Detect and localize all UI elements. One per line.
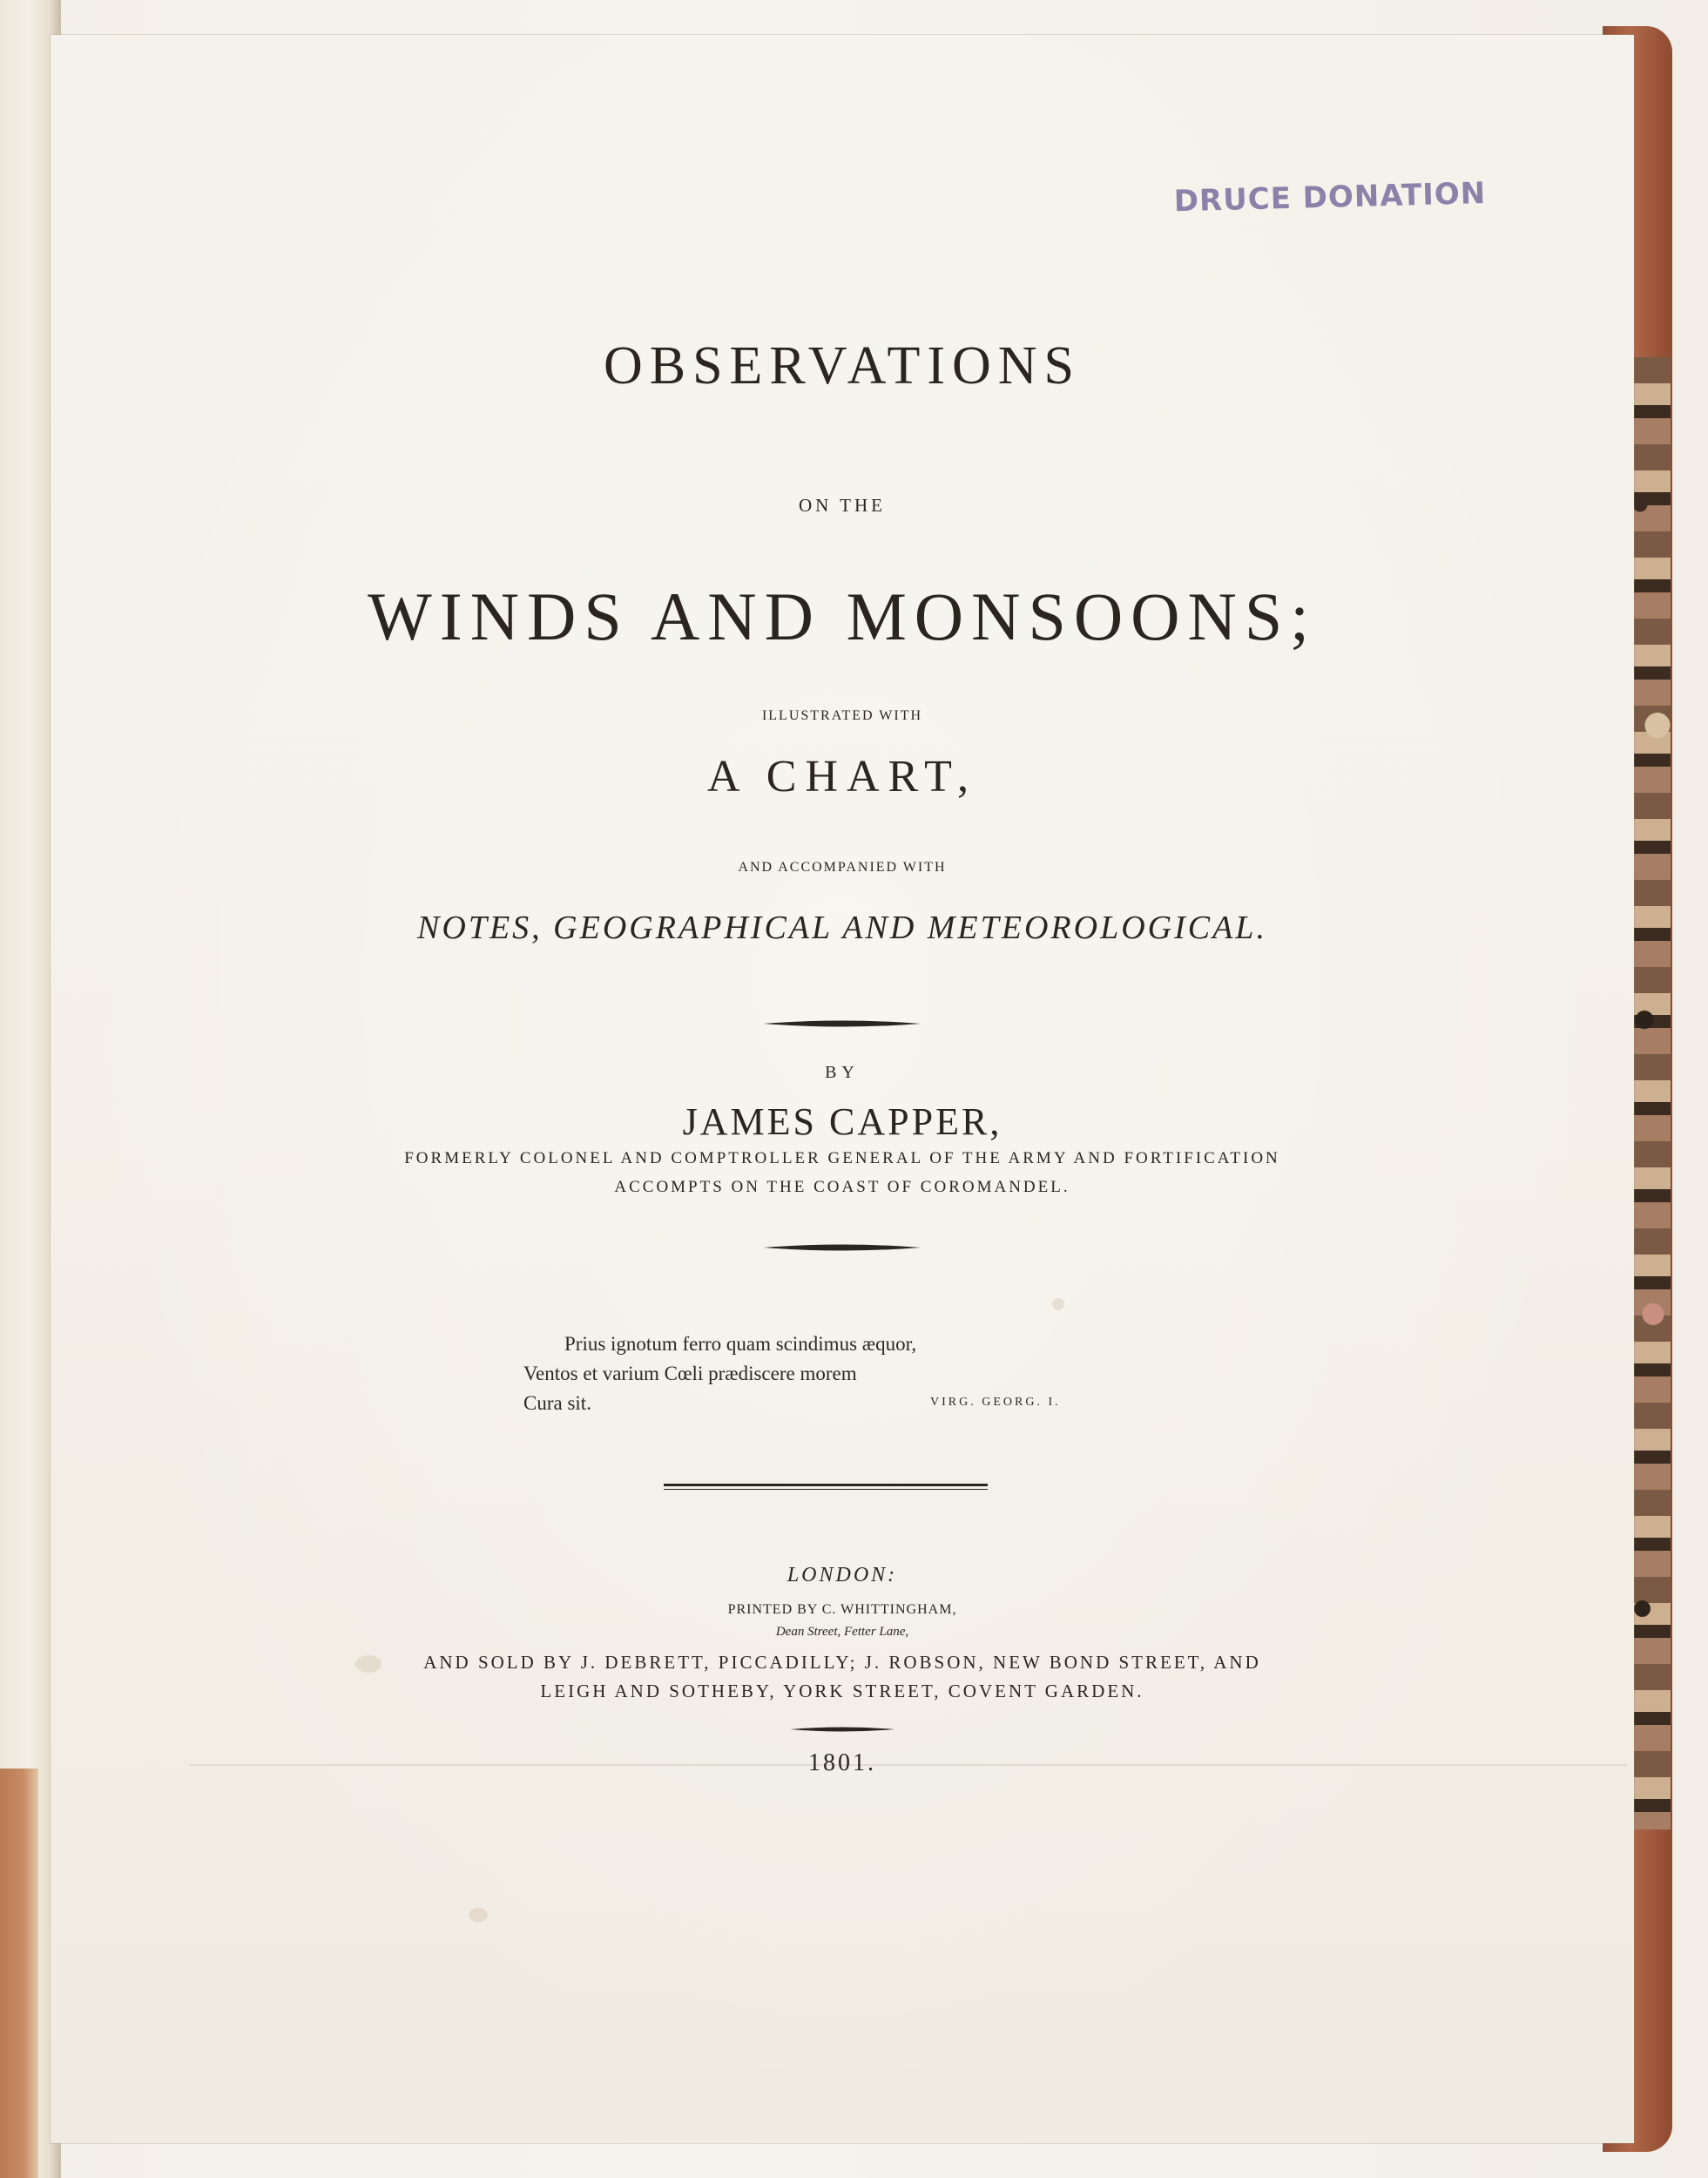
book-title: OBSERVATIONS (603, 336, 1082, 396)
imprint-printer-address: Dean Street, Fetter Lane, (775, 1625, 909, 1639)
imprint-place: LONDON: (786, 1564, 898, 1586)
book-main-title: WINDS AND MONSOONS; (368, 578, 1317, 654)
illustrated-with-label: ILLUSTRATED WITH (761, 708, 923, 723)
foxing-spot (469, 1908, 488, 1922)
epigraph-line-1: Prius ignotum ferro quam scindimus æquor, (564, 1333, 917, 1355)
imprint-sellers-line-2: LEIGH AND SOTHEBY, YORK STREET, COVENT GARDEN. (540, 1681, 1144, 1701)
rule-thin (664, 1489, 988, 1490)
epigraph-line-2: Ventos et varium Cœli prædiscere morem (523, 1363, 857, 1384)
chart-label: A CHART, (707, 752, 977, 802)
ornamental-rule (764, 1018, 921, 1030)
binding-edge-left (0, 1769, 38, 2178)
ornamental-rule (790, 1725, 895, 1734)
rule-thick (664, 1484, 988, 1486)
imprint-printer: PRINTED BY C. WHITTINGHAM, (727, 1602, 957, 1617)
foxing-spot (1052, 1298, 1064, 1310)
title-connector: ON THE (798, 495, 887, 516)
library-stamp: DRUCE DONATION (1173, 176, 1487, 220)
ornamental-rule (764, 1241, 921, 1254)
double-rule (664, 1484, 988, 1491)
notes-subtitle: NOTES, GEOGRAPHICAL AND METEOROLOGICAL. (417, 910, 1267, 946)
imprint-sellers-line-1: AND SOLD BY J. DEBRETT, PICCADILLY; J. ROBSON, NEW BOND STREET, AND (423, 1652, 1261, 1673)
author-title-line-1: FORMERLY COLONEL AND COMPTROLLER GENERAL OF THE ARMY AND FORTIFICATION (404, 1149, 1280, 1167)
accompanied-with-label: AND ACCOMPANIED WITH (738, 860, 947, 875)
epigraph-citation: VIRG. GEORG. I. (930, 1396, 1061, 1409)
publication-year: 1801. (808, 1749, 876, 1776)
author-name: JAMES CAPPER, (682, 1100, 1003, 1143)
by-label: BY (825, 1063, 860, 1082)
author-title-line-2: ACCOMPTS ON THE COAST OF COROMANDEL. (614, 1178, 1070, 1196)
epigraph-line-3: Cura sit. (523, 1392, 591, 1414)
title-page (51, 35, 1634, 2143)
